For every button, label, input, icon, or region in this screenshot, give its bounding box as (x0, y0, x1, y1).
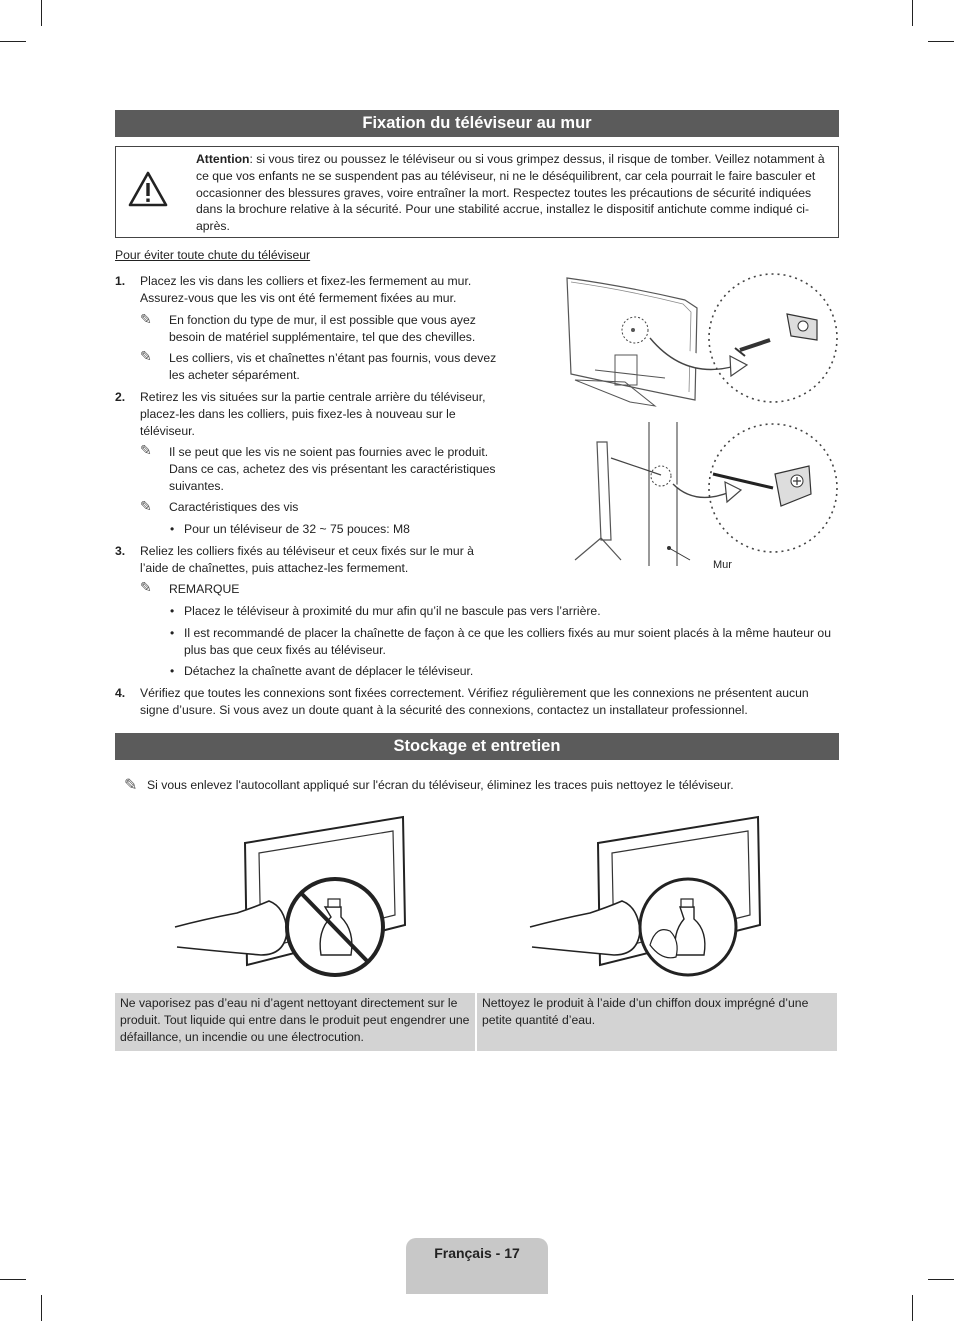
bullet-dot: • (170, 626, 175, 640)
pencil-note-icon: ✎ (140, 498, 152, 514)
crop-mark (928, 1279, 954, 1280)
bullet-text: Il est recommandé de placer la chaînette de façon à ce que les colliers fixés au mur soient placés à la même hauteur ou plus bas que ceux fixés au téléviseur. (184, 626, 831, 657)
note-text: En fonction du type de mur, il est possible que vous ayez besoin de matériel supplémentaire, tel que des chevilles. (169, 313, 476, 344)
crop-mark (0, 1279, 26, 1280)
bullet-dot: • (170, 522, 175, 536)
remark-label: REMARQUE (169, 582, 240, 596)
crop-mark (912, 0, 913, 26)
warning-box (115, 146, 839, 238)
warning-label: Attention (196, 152, 250, 166)
subtitle-prevent-fall: Pour éviter toute chute du téléviseur (115, 248, 311, 262)
crop-mark (0, 41, 26, 42)
step-number: 1. (115, 274, 126, 288)
caption-no-spray: Ne vaporisez pas d’eau ni d’agent nettoyant directement sur le produit. Tout liquide qui entre dans le produit peut engendrer une défaillance, un incendie ou une électrocution. (115, 993, 475, 1051)
warning-text (196, 151, 826, 235)
note-text: Les colliers, vis et chaînettes n’étant pas fournis, vous devez les acheter séparément. (169, 351, 497, 382)
pencil-note-icon: ✎ (140, 348, 152, 364)
bullet-text: Pour un téléviseur de 32 ~ 75 pouces: M8 (184, 522, 410, 536)
bullet-dot: • (170, 664, 175, 678)
note-text: Caractéristiques des vis (169, 500, 299, 514)
section-title-mounting: Fixation du téléviseur au mur (115, 110, 839, 137)
warning-triangle-icon (128, 171, 168, 207)
crop-mark (41, 0, 42, 26)
caption-cloth: Nettoyez le produit à l’aide d’un chiffon doux imprégné d’une petite quantité d’eau. (477, 993, 837, 1051)
cloth-cleaning-illustration (530, 815, 770, 980)
step-number: 3. (115, 544, 126, 558)
bullet-text: Placez le téléviseur à proximité du mur afin qu’il ne bascule pas vers l’arrière. (184, 604, 601, 618)
pencil-note-icon: ✎ (140, 579, 152, 595)
warning-body: : si vous tirez ou poussez le téléviseur ou si vous grimpez dessus, il risque de tomber. Veillez notamment à ce que vos enfants ne se suspendent pas au téléviseur, ni ne le déséquilibrent, car cela pourrait le faire basculer et occasionner des blessures graves, voire entraîner la mort. Respectez toutes les précautions de sécurité indiquées dans la brochure relative à la sécurité. Pour une stabilité accrue, installez le dispositif antichute comme indiqué ci-après. (196, 152, 825, 234)
pencil-note-icon: ✎ (140, 311, 152, 327)
step-number: 4. (115, 686, 126, 700)
bullet-dot: • (170, 604, 175, 618)
page-number-tab: Français - 17 (406, 1238, 548, 1294)
bullet-text: Détachez la chaînette avant de déplacer le téléviseur. (184, 664, 474, 678)
step-text: Vérifiez que toutes les connexions sont fixées correctement. Vérifiez régulièrement que les connexions ne présentent aucun signe d’usure. Si vous avez un doute quant à la sécurité des connexions, contactez un installateur professionnel. (140, 686, 809, 717)
step-number: 2. (115, 390, 126, 404)
crop-mark (928, 41, 954, 42)
step-text: Reliez les colliers fixés au téléviseur et ceux fixés sur le mur à l’aide de chaînettes, puis attachez-les fermement. (140, 544, 474, 575)
crop-mark (912, 1295, 913, 1321)
wall-label: Mur (713, 559, 732, 571)
step-text: Retirez les vis situées sur la partie centrale arrière du téléviseur, placez-les dans les colliers, puis fixez-les à nouveau sur le téléviseur. (140, 390, 486, 438)
wall-mount-illustration (555, 270, 845, 570)
crop-mark (41, 1295, 42, 1321)
pencil-note-icon: ✎ (140, 442, 152, 458)
pencil-note-icon: ✎ (124, 777, 138, 794)
step-text: Placez les vis dans les colliers et fixez-les fermement au mur. Assurez-vous que les vis ont été fermement fixées au mur. (140, 274, 472, 305)
section-title-storage: Stockage et entretien (115, 733, 839, 760)
note-text: Il se peut que les vis ne soient pas fournies avec le produit. Dans ce cas, achetez des vis présentant les caractéristiques suivantes. (169, 445, 496, 493)
no-spray-illustration (175, 815, 415, 980)
storage-note: Si vous enlevez l'autocollant appliqué sur l'écran du téléviseur, éliminez les traces puis nettoyez le téléviseur. (147, 778, 734, 792)
